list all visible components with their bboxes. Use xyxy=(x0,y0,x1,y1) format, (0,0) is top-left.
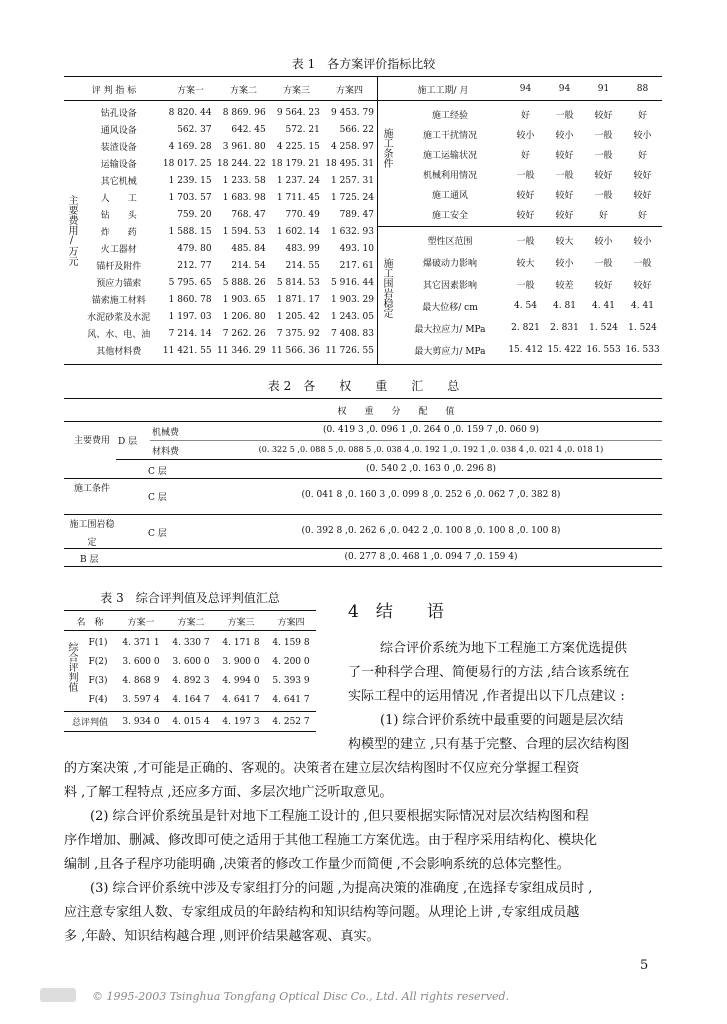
table-cell: 一般 xyxy=(594,150,613,161)
table-cell: 1 588. 15 xyxy=(168,226,212,237)
c-layer-label: C 层 xyxy=(148,493,167,503)
table-row xyxy=(394,184,662,204)
rock-weights: (0. 392 8 ,0. 262 6 ,0. 042 2 ,0. 100 8 ,0. 100 8 ,0. 100 8) xyxy=(301,526,561,536)
table-cell: 1 237. 24 xyxy=(276,175,320,186)
table-cell: 5 795. 65 xyxy=(168,277,212,288)
table-row xyxy=(78,325,376,342)
table-cell: 一般 xyxy=(555,110,574,121)
table-cell: 一般 xyxy=(594,258,613,269)
total-cell: 3. 934 0 xyxy=(122,716,160,727)
table-cell: 1 903. 29 xyxy=(331,294,374,305)
table-row xyxy=(394,124,662,144)
table-cell: 较大 xyxy=(516,258,535,269)
row-label: 其它机械 xyxy=(100,177,137,187)
table-cell: 好 xyxy=(520,150,530,161)
table-row xyxy=(78,206,376,223)
row-label: 炸 药 xyxy=(100,228,137,238)
table-cell: 1 683. 98 xyxy=(222,192,266,203)
table-cell: 4. 641 7 xyxy=(272,694,310,705)
table-row xyxy=(78,189,376,206)
header-cell: 方案一 xyxy=(176,85,204,96)
table-cell: 5 814. 53 xyxy=(276,277,320,288)
table-row xyxy=(80,633,316,652)
table3-body xyxy=(80,633,316,709)
table-cell: 1 205. 42 xyxy=(276,311,320,322)
header-cell: 88 xyxy=(636,84,649,94)
table-cell: 一般 xyxy=(633,258,652,269)
table-cell: 5 888. 26 xyxy=(222,277,266,288)
table-cell: 4 258. 97 xyxy=(331,141,374,152)
table-row xyxy=(78,274,376,291)
copyright-footer: © 1995-2003 Tsinghua Tongfang Optical Disc Co., Ltd. All rights reserved. xyxy=(92,990,510,1003)
header-cell: 94 xyxy=(558,84,571,94)
table2-rule xyxy=(64,548,662,549)
table-cell: 一般 xyxy=(594,190,613,201)
table-cell: 1 594. 53 xyxy=(222,226,266,237)
row-label: 其它因素影响 xyxy=(422,280,477,291)
table1-caption: 表 1 各方案评价指标比较 xyxy=(291,57,436,71)
table-cell: 4. 159 8 xyxy=(272,637,310,648)
table-cell: 1 257. 31 xyxy=(331,175,374,186)
table-cell: 较小 xyxy=(633,130,652,141)
row-label: 钻 头 xyxy=(100,211,137,221)
table-row xyxy=(80,652,316,671)
table-cell: 4. 868 9 xyxy=(122,675,160,686)
table-cell: 3. 600 0 xyxy=(172,656,210,667)
table-cell: 789. 47 xyxy=(339,209,374,220)
table-cell: 16. 553 xyxy=(586,345,621,355)
b-weights: (0. 277 8 ,0. 468 1 ,0. 094 7 ,0. 159 4) xyxy=(344,552,518,562)
table-cell: 3. 900 0 xyxy=(222,656,260,667)
table2-header-rule xyxy=(64,421,662,422)
table-row xyxy=(394,104,662,124)
material-fee-weights: (0. 322 5 ,0. 088 5 ,0. 088 5 ,0. 038 4 ,0. 192 1 ,0. 192 1 ,0. 038 4 ,0. 021 4 ,0. 018 1) xyxy=(258,445,604,454)
page-number: 5 xyxy=(640,958,649,973)
table-row xyxy=(78,172,376,189)
d-layer-label: D 层 xyxy=(118,437,138,447)
table-cell: 较好 xyxy=(594,170,613,181)
table-cell: 11 726. 55 xyxy=(325,345,374,356)
table-cell: 1 703. 57 xyxy=(168,192,212,203)
row-label: 锚索施工材料 xyxy=(91,296,146,306)
table3-bottom-rule xyxy=(64,731,316,732)
table3-total xyxy=(64,713,316,730)
table-row xyxy=(80,671,316,690)
table-cell: 好 xyxy=(637,210,647,221)
row-label: 运输设备 xyxy=(100,160,137,170)
table-row xyxy=(394,339,662,361)
machine-fee-label: 机械费 xyxy=(152,428,180,438)
table-cell: 较好 xyxy=(516,210,535,221)
table-cell: 18 495. 31 xyxy=(325,158,374,169)
table-cell: 7 214. 14 xyxy=(168,328,212,339)
c-layer-label: C 层 xyxy=(148,467,167,477)
table-cell: 4 225. 15 xyxy=(276,141,320,152)
header-cell: 方案二 xyxy=(177,618,205,628)
row-label: 施工经验 xyxy=(431,110,468,121)
table1-right-body2 xyxy=(394,229,662,361)
table3-top-rule xyxy=(64,610,316,611)
table-cell: 较好 xyxy=(555,150,574,161)
table-cell: 214. 55 xyxy=(285,260,320,271)
table1-left-header xyxy=(64,80,376,98)
table3-header xyxy=(64,613,316,630)
table-row xyxy=(78,240,376,257)
table-cell: 一般 xyxy=(516,170,535,181)
paragraph-line: (1) 综合评价系统中最重要的问题是层次结 xyxy=(380,713,624,728)
table2-dotted-rule xyxy=(150,440,662,441)
table1-right-body1 xyxy=(394,104,662,224)
table-cell: 4. 200 0 xyxy=(272,656,310,667)
table-cell: 15. 412 xyxy=(508,345,543,355)
table-cell: 4. 641 7 xyxy=(222,694,260,705)
table-cell: 770. 49 xyxy=(285,209,320,220)
header-cell: 方案四 xyxy=(277,618,305,628)
table-cell: 4. 81 xyxy=(553,301,576,311)
publisher-logo-icon xyxy=(40,988,76,1002)
table-cell: 11 346. 29 xyxy=(217,345,266,356)
row-label: F(4) xyxy=(88,694,108,705)
table-cell: 一般 xyxy=(516,236,535,247)
table-row xyxy=(394,204,662,224)
table2-bottom-rule xyxy=(64,566,662,567)
table-cell: 好 xyxy=(637,110,647,121)
table-row xyxy=(78,223,376,240)
table-cell: 11 566. 36 xyxy=(271,345,320,356)
cond-weights: (0. 041 8 ,0. 160 3 ,0. 099 8 ,0. 252 6 ,0. 062 7 ,0. 382 8) xyxy=(301,490,561,500)
table-cell: 18 244. 22 xyxy=(217,158,266,169)
main-cost-label: 主要费用 xyxy=(73,436,110,446)
table-cell: 4. 41 xyxy=(592,301,615,311)
paragraph-line: (2) 综合评价系统虽是针对地下工程施工设计的 ,但只要根据实际情况对层次结构图和程 xyxy=(90,809,589,824)
table2-top-rule xyxy=(64,398,662,399)
table-cell: 768. 47 xyxy=(231,209,266,220)
row-label: 塑性区范围 xyxy=(427,236,473,247)
table-cell: 较大 xyxy=(555,236,574,247)
table-cell: 4. 171 8 xyxy=(222,637,260,648)
material-fee-label: 材料费 xyxy=(152,447,180,457)
table-cell: 642. 45 xyxy=(231,124,266,135)
row-label: 爆破动力影响 xyxy=(422,258,477,269)
table-cell: 较好 xyxy=(633,170,652,181)
header-cell: 91 xyxy=(597,84,610,94)
paragraph-line: 应注意专家组人数、专家组成员的年龄结构和知识结构等问题。从理论上讲 ,专家组成员越 xyxy=(64,905,580,920)
paragraph-line: 编制 ,且各子程序功能明确 ,决策者的修改工作量少而简便 ,不会影响系统的总体完整性。 xyxy=(64,857,570,872)
table-cell: 8 820. 44 xyxy=(168,107,212,118)
left-group-label: 主要费用/万元 xyxy=(66,195,77,266)
cond-label: 施工条件 xyxy=(73,484,110,494)
table2-caption: 表 2 各 权 重 汇 总 xyxy=(267,379,460,393)
table-cell: 11 421. 55 xyxy=(162,345,212,356)
b-layer-label: B 层 xyxy=(80,555,99,565)
table-cell: 1. 524 xyxy=(589,323,618,333)
table-cell: 好 xyxy=(598,210,608,221)
row-label: 水泥砂浆及水泥 xyxy=(87,313,151,323)
table-cell: 485. 84 xyxy=(231,243,266,254)
header-cell: 方案三 xyxy=(227,618,255,628)
total-label: 总评判值 xyxy=(71,718,108,728)
table-cell: 7 375. 92 xyxy=(276,328,320,339)
table-cell: 一般 xyxy=(594,130,613,141)
table-cell: 1 711. 45 xyxy=(276,192,320,203)
table-row xyxy=(394,295,662,317)
table-cell: 16. 533 xyxy=(625,345,660,355)
table-row xyxy=(78,291,376,308)
table2-rule xyxy=(64,514,662,515)
header-cell: 94 xyxy=(519,84,532,94)
paragraph-line: 的方案决策 ,才可能是正确的、客观的。决策者在建立层次结构图时不仅应充分掌握工程资 xyxy=(64,761,580,776)
table-cell: 217. 61 xyxy=(339,260,374,271)
table-cell: 4. 330 7 xyxy=(172,637,210,648)
row-label: 风、水、电、油 xyxy=(87,330,151,340)
table-row xyxy=(394,164,662,184)
table-row xyxy=(394,317,662,339)
header-cell: 名 称 xyxy=(76,618,104,628)
table-cell: 562. 37 xyxy=(177,124,212,135)
table-cell: 493. 10 xyxy=(339,243,374,254)
table1-left-body xyxy=(78,104,376,359)
table-cell: 759. 20 xyxy=(177,209,212,220)
table-cell: 较好 xyxy=(633,190,652,201)
table-cell: 一般 xyxy=(516,280,535,291)
table-cell: 较好 xyxy=(633,280,652,291)
table-cell: 214. 54 xyxy=(231,260,266,271)
table-cell: 2. 831 xyxy=(550,323,579,333)
table-row xyxy=(78,138,376,155)
section-title: 4 结 语 xyxy=(348,602,444,622)
header-cell: 评 判 指 标 xyxy=(91,85,137,96)
table-cell: 7 408. 83 xyxy=(331,328,374,339)
header-cell: 方案二 xyxy=(229,85,257,96)
table-cell: 9 453. 79 xyxy=(331,107,374,118)
table-cell: 好 xyxy=(520,110,530,121)
table-row xyxy=(80,690,316,709)
table1-divider xyxy=(377,76,378,364)
table2-rule xyxy=(64,478,662,479)
table-row xyxy=(78,308,376,325)
paragraph-line: 综合评价系统为地下工程施工方案优选提供 xyxy=(380,641,628,656)
table-row xyxy=(78,104,376,121)
table-cell: 4. 892 3 xyxy=(172,675,210,686)
table-cell: 1 725. 24 xyxy=(331,192,374,203)
row-label: 装渣设备 xyxy=(100,143,137,153)
row-label: 施工安全 xyxy=(431,210,468,221)
paragraph-line: 了一种科学合理、简便易行的方法 ,结合该系统在 xyxy=(348,665,630,680)
table1-right-header xyxy=(380,80,662,98)
table-row xyxy=(394,251,662,273)
rock-label: 施工围岩稳定 xyxy=(69,520,115,548)
table-cell: 479. 80 xyxy=(177,243,212,254)
table-cell: 较好 xyxy=(594,110,613,121)
table1-top-rule xyxy=(64,76,662,77)
row-label: 施工通风 xyxy=(431,190,468,201)
table1-bottom-rule xyxy=(64,364,662,365)
row-label: 施工干扰情况 xyxy=(422,130,477,141)
table-cell: 15. 422 xyxy=(547,345,582,355)
row-label: 预应力锚索 xyxy=(96,279,142,289)
paragraph-line: 料 ,了解工程特点 ,还应多方面、多层次地广泛听取意见。 xyxy=(64,785,393,800)
machine-fee-weights: (0. 419 3 ,0. 096 1 ,0. 264 0 ,0. 159 7 ,0. 060 9) xyxy=(323,425,539,435)
table-row xyxy=(78,121,376,138)
table3-group-label: 综合评判值 xyxy=(66,642,77,692)
table-row xyxy=(394,273,662,295)
row-label: F(3) xyxy=(88,675,108,686)
table-cell: 较好 xyxy=(555,190,574,201)
row-label: 最大拉应力/ MPa xyxy=(414,324,486,335)
table-cell: 7 262. 26 xyxy=(222,328,266,339)
header-cell: 方案三 xyxy=(282,85,310,96)
cost-c-weights: (0. 540 2 ,0. 163 0 ,0. 296 8) xyxy=(365,464,497,474)
row-label: 最大位移/ cm xyxy=(422,302,478,313)
table-cell: 较好 xyxy=(594,280,613,291)
table-cell: 较好 xyxy=(516,190,535,201)
table-cell: 3. 597 4 xyxy=(122,694,160,705)
table-cell: 1 632. 93 xyxy=(331,226,374,237)
row-label: 通风设备 xyxy=(100,126,137,136)
right-group1-label: 施工条件 xyxy=(381,128,392,168)
table-row xyxy=(78,342,376,359)
paragraph-line: 序作增加、删减、修改即可使之适用于其他工程施工方案优选。由于程序采用结构化、模块化 xyxy=(64,833,598,848)
header-cell: 施工工期/ 月 xyxy=(417,85,469,96)
table-row xyxy=(78,257,376,274)
row-label: 钻孔设备 xyxy=(100,109,137,119)
table-row xyxy=(394,229,662,251)
table1-right-group-rule xyxy=(378,226,662,227)
row-label: F(1) xyxy=(88,637,108,648)
paragraph-line: (3) 综合评价系统中涉及专家组打分的问题 ,为提高决策的准确度 ,在选择专家组成员时 , xyxy=(90,881,593,896)
table-cell: 1 206. 80 xyxy=(222,311,266,322)
paragraph-line: 多 ,年龄、知识结构越合理 ,则评价结果越客观、真实。 xyxy=(64,929,380,944)
table-cell: 3 961. 80 xyxy=(222,141,266,152)
table-cell: 2. 821 xyxy=(511,323,540,333)
table1-header-rule xyxy=(64,100,662,101)
row-label: 施工运输状况 xyxy=(422,150,477,161)
table-cell: 8 869. 96 xyxy=(222,107,266,118)
table-cell: 好 xyxy=(637,150,647,161)
table-cell: 1 871. 17 xyxy=(276,294,320,305)
header-cell: 方案四 xyxy=(335,85,363,96)
table2-header: 权 重 分 配 值 xyxy=(337,407,455,417)
table-cell: 较小 xyxy=(555,258,574,269)
table-cell: 较小 xyxy=(516,130,535,141)
paragraph-line: 实际工程中的运用情况 ,作者提出以下几点建议 : xyxy=(348,689,625,704)
table-cell: 1 903. 65 xyxy=(222,294,266,305)
c-layer-label: C 层 xyxy=(148,529,167,539)
total-cell: 4. 252 7 xyxy=(272,716,310,727)
table2-rule xyxy=(116,459,662,460)
table-cell: 4 169. 28 xyxy=(168,141,212,152)
total-cell: 4. 197 3 xyxy=(222,716,260,727)
table-cell: 212. 77 xyxy=(177,260,212,271)
table-cell: 18 017. 25 xyxy=(162,158,212,169)
table-cell: 1. 524 xyxy=(628,323,657,333)
table-cell: 较小 xyxy=(594,236,613,247)
table-cell: 1 860. 78 xyxy=(168,294,212,305)
table-cell: 566. 22 xyxy=(339,124,374,135)
total-cell: 4. 015 4 xyxy=(172,716,210,727)
row-label: 锚杆及附件 xyxy=(96,262,142,272)
table-cell: 一般 xyxy=(555,170,574,181)
table-cell: 4. 994 0 xyxy=(222,675,260,686)
row-label: 火工器材 xyxy=(100,245,137,255)
table3-total-rule xyxy=(64,711,316,712)
row-label: 人 工 xyxy=(100,194,137,204)
table-cell: 较好 xyxy=(555,210,574,221)
table3-header-rule xyxy=(64,630,316,631)
table-cell: 1 197. 03 xyxy=(168,311,212,322)
row-label: F(2) xyxy=(88,656,108,667)
table-cell: 9 564. 23 xyxy=(276,107,320,118)
table-cell: 572. 21 xyxy=(285,124,320,135)
row-label: 机械利用情况 xyxy=(422,170,477,181)
table-cell: 4. 54 xyxy=(514,301,537,311)
table-cell: 1 239. 15 xyxy=(168,175,212,186)
table-cell: 1 243. 05 xyxy=(331,311,374,322)
table-cell: 4. 41 xyxy=(631,301,654,311)
table-cell: 483. 99 xyxy=(285,243,320,254)
table3-caption: 表 3 综合评判值及总评判值汇总 xyxy=(100,591,280,605)
paragraph-line: 构模型的建立 ,只有基于完整、合理的层次结构图 xyxy=(348,737,630,752)
table-cell: 1 602. 14 xyxy=(276,226,320,237)
table-cell: 4. 371 1 xyxy=(122,637,160,648)
table-cell: 较小 xyxy=(555,130,574,141)
table-cell: 较小 xyxy=(633,236,652,247)
table-cell: 5. 393 9 xyxy=(272,675,310,686)
row-label: 最大剪应力/ MPa xyxy=(414,346,486,357)
table-cell: 3. 600 0 xyxy=(122,656,160,667)
table-row xyxy=(78,155,376,172)
table-cell: 较差 xyxy=(555,280,574,291)
table-cell: 5 916. 44 xyxy=(331,277,374,288)
table-cell: 1 233. 58 xyxy=(222,175,266,186)
right-group2-label: 施工围岩稳定 xyxy=(381,258,392,318)
row-label: 其他材料费 xyxy=(96,347,142,357)
header-cell: 方案一 xyxy=(127,618,155,628)
table-cell: 18 179. 21 xyxy=(271,158,320,169)
table-row xyxy=(394,144,662,164)
table-cell: 4. 164 7 xyxy=(172,694,210,705)
